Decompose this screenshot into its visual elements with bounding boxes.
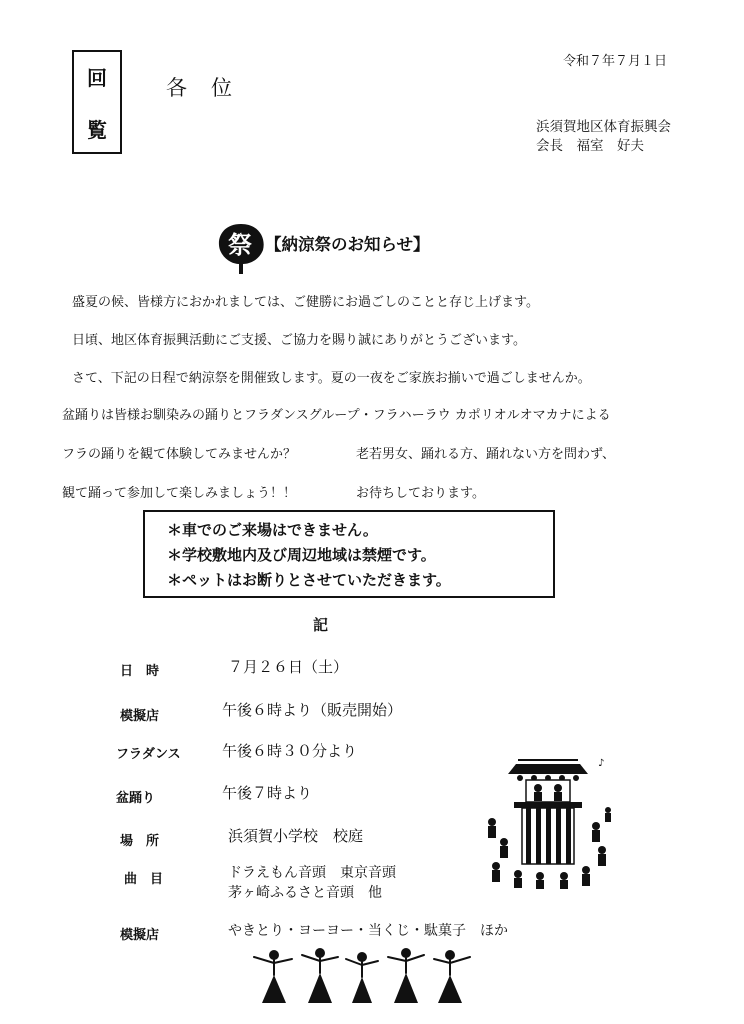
svg-text:♪: ♪: [598, 758, 605, 769]
stalls2-label: 模擬店: [120, 928, 160, 943]
body-paragraph-3: さて、下記の日程で納涼祭を開催致します。夏の一夜をご家族お揃いで過ごしませんか。: [72, 371, 591, 386]
hula-dancers-illustration: [248, 945, 478, 1007]
ki-heading: 記: [313, 616, 329, 634]
organization-name: 浜須賀地区体育振興会: [536, 119, 671, 135]
stalls-label: 模擬店: [120, 709, 160, 724]
stalls-value: 午後６時より（販売開始）: [222, 701, 403, 719]
body-paragraph-5a: フラの踊りを観て体験してみませんか？: [62, 447, 297, 462]
notice-box: [143, 510, 555, 598]
uchiwa-fan-icon: [213, 218, 269, 276]
fan-character: 祭: [228, 230, 252, 259]
datetime-label: 日 時: [120, 664, 160, 679]
songs-label: 曲 目: [124, 872, 164, 887]
notice-no-pets: ＊ペットはお断りとさせていただきます。: [167, 571, 451, 589]
body-paragraph-5b: 老若男女、踊れる方、踊れない方を問わず、: [356, 447, 615, 462]
notice-no-smoking: ＊学校敷地内及び周辺地域は禁煙です。: [167, 546, 436, 564]
body-paragraph-4: 盆踊りは皆様お馴染みの踊りとフラダンスグループ・フラハーラウ カポリオルオマカナによる: [62, 408, 611, 423]
issue-date: 令和７年７月１日: [563, 54, 668, 69]
notice-no-cars: ＊車でのご来場はできません。: [167, 521, 378, 539]
stalls2-value: やきとり・ヨーヨー・当くじ・駄菓子 ほか: [228, 923, 508, 939]
kairan-stamp-box: [72, 50, 122, 154]
songs-value-1: ドラえもん音頭 東京音頭: [228, 865, 396, 881]
body-paragraph-6b: お待ちしております。: [356, 486, 485, 501]
sender-name: 会長 福室 好夫: [536, 138, 644, 154]
yagura-illustration: [478, 750, 618, 890]
datetime-value: ７月２６日（土）: [228, 658, 349, 676]
addressee: 各位: [166, 76, 256, 100]
kairan-char-bottom: 覧: [87, 118, 107, 142]
hula-value: 午後６時３０分より: [222, 742, 358, 760]
place-label: 場 所: [120, 834, 160, 849]
body-paragraph-1: 盛夏の候、皆様方におかれましては、ご健勝にお過ごしのことと存じ上げます。: [72, 295, 539, 310]
notice-title: 【納涼祭のお知らせ】: [265, 235, 430, 254]
place-value: 浜須賀小学校 校庭: [228, 827, 364, 845]
body-paragraph-2: 日頃、地区体育振興活動にご支援、ご協力を賜り誠にありがとうございます。: [72, 333, 526, 348]
body-paragraph-6a: 観て踊って参加して楽しみましょう！！: [62, 486, 297, 501]
bon-odori-label: 盆踊り: [116, 791, 156, 806]
bon-odori-value: 午後７時より: [222, 784, 313, 802]
hula-label: フラダンス: [116, 747, 181, 762]
songs-value-2: 茅ヶ崎ふるさと音頭 他: [228, 885, 382, 901]
kairan-char-top: 回: [87, 66, 107, 90]
